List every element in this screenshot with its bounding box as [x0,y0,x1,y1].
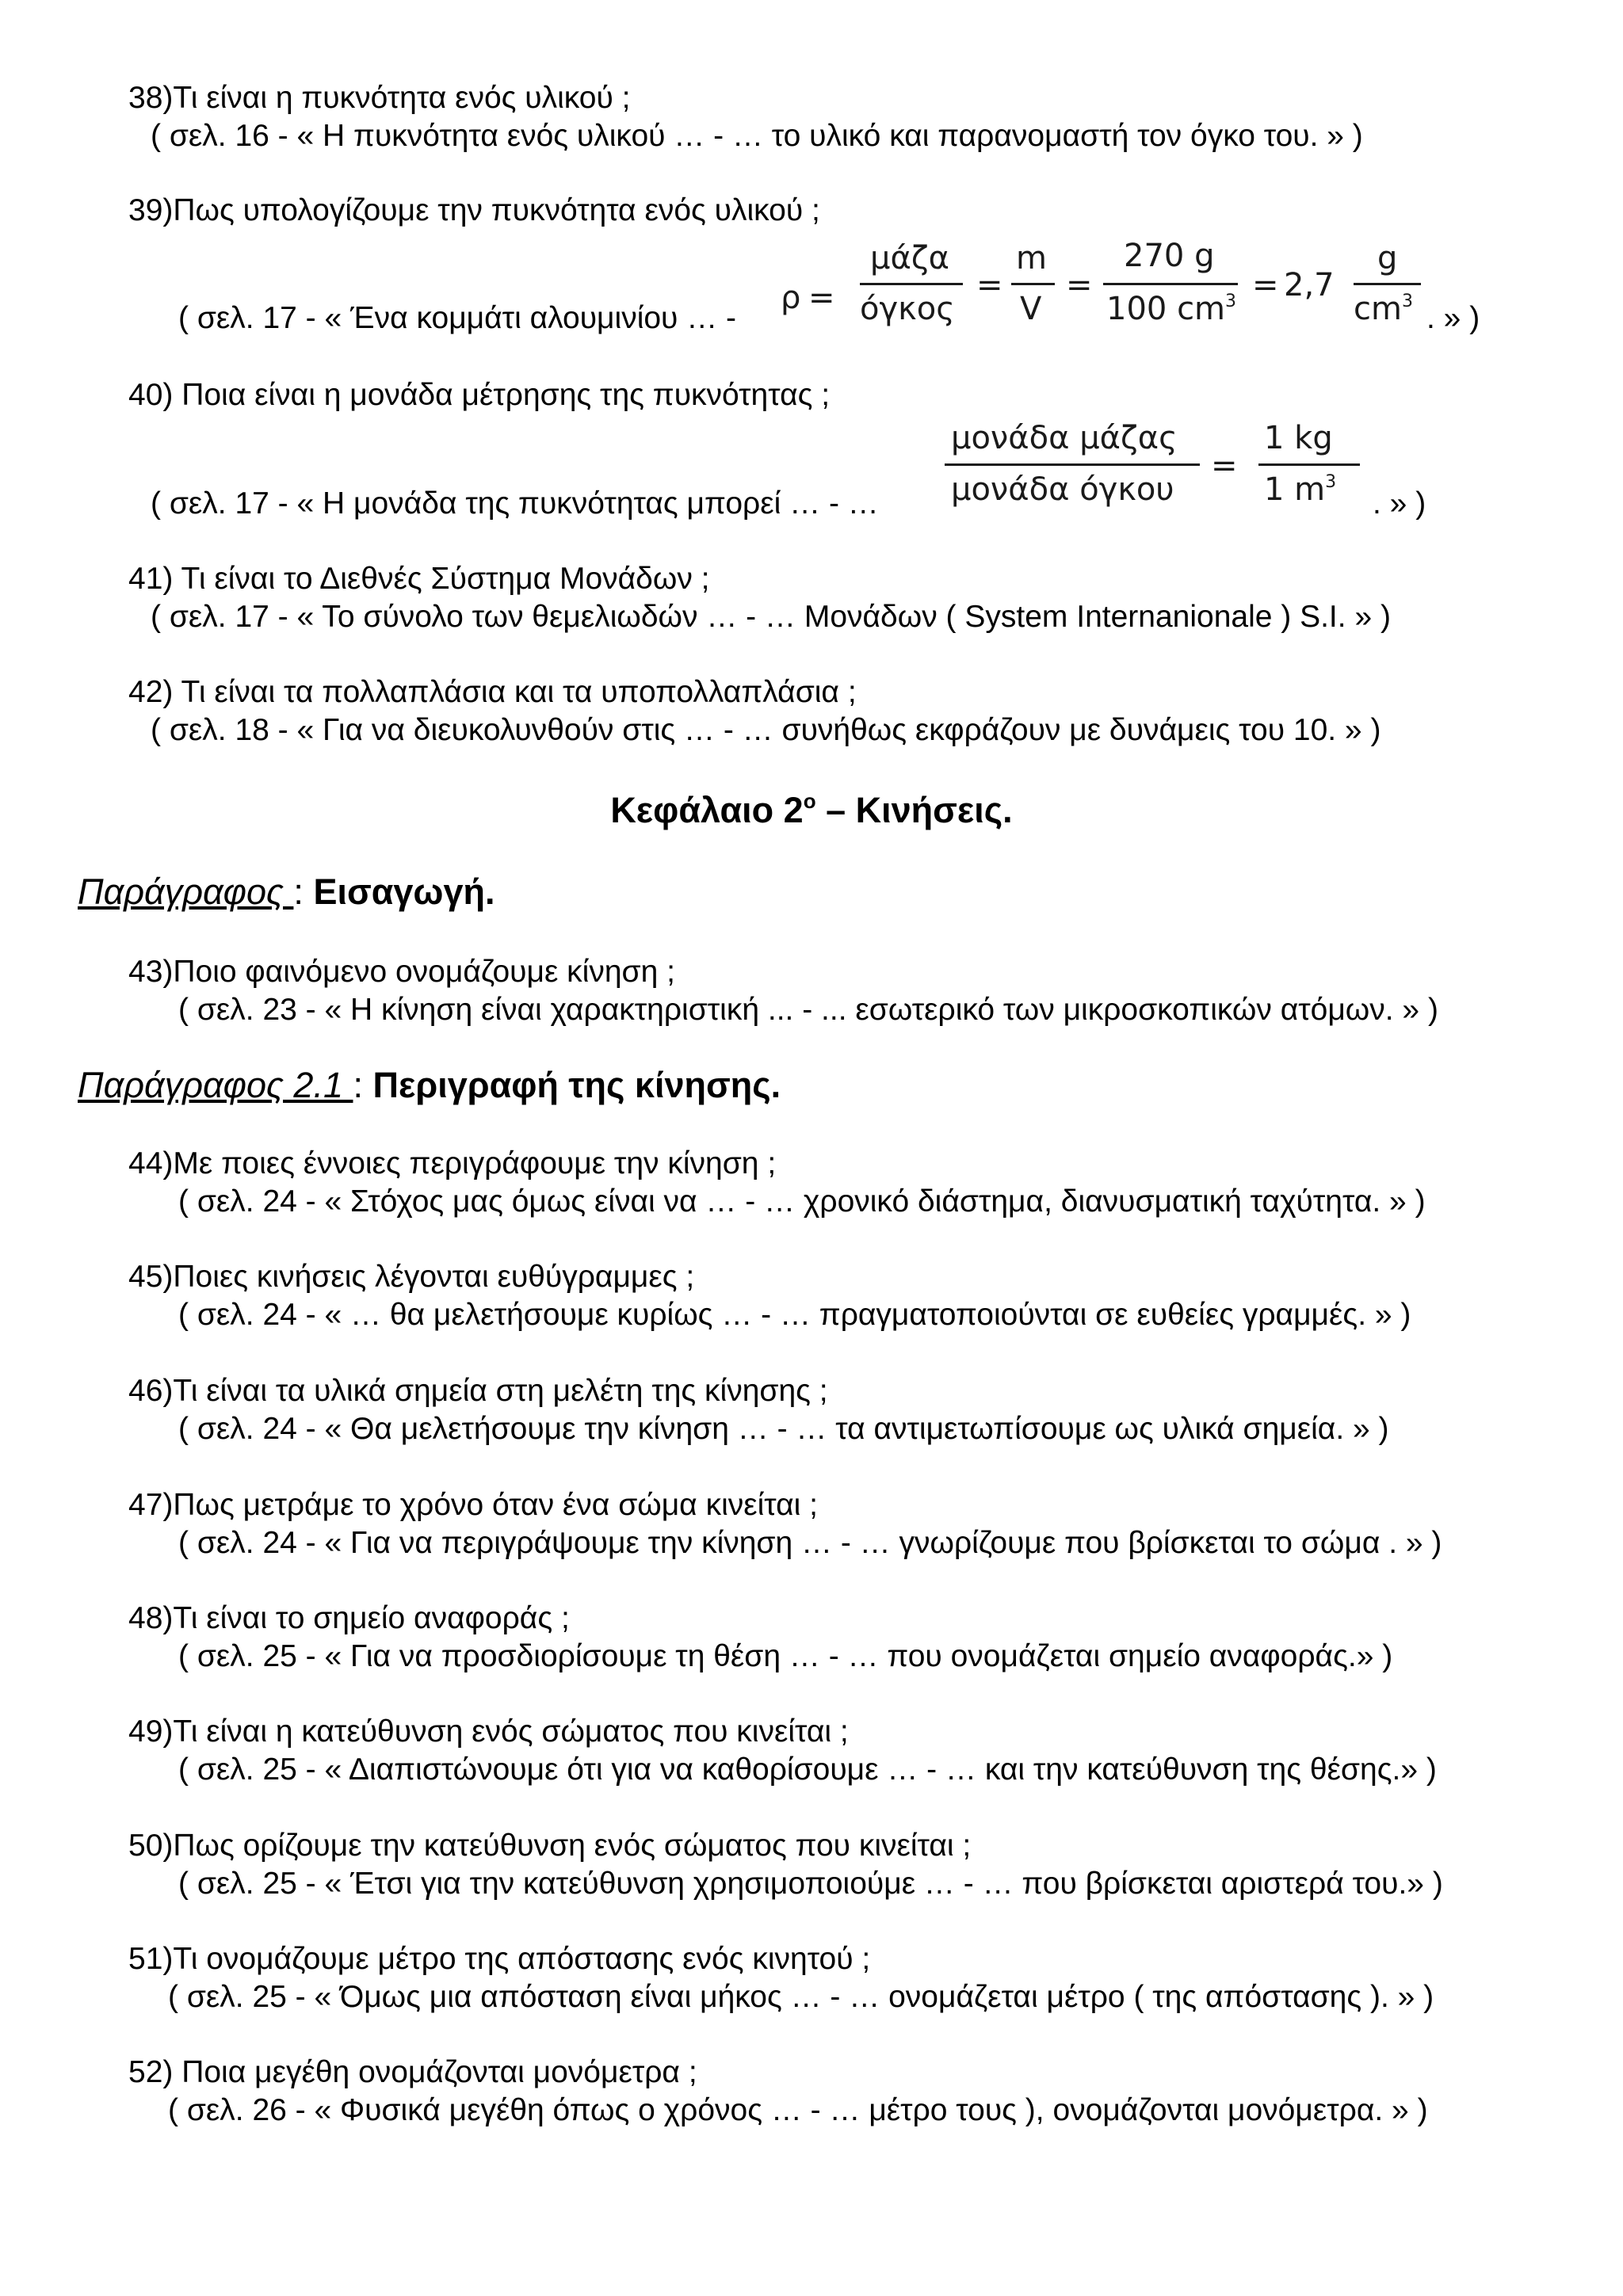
paragraph-title: Εισαγωγή. [313,871,495,912]
denominator-text: 100 cm [1106,291,1226,327]
denominator-exponent: 3 [1225,292,1237,311]
chapter-superscript: ο [803,789,816,813]
answer-48: ( σελ. 25 - « Για να προσδιορίσουμε τη θέση … - … που ονομάζεται σημείο αναφοράς.» ) [178,1639,1393,1673]
denominator-value [1106,291,1236,327]
paragraph-label: Παράγραφος 2.1 [78,1065,353,1105]
volume-word: όγκος [860,291,955,327]
question-44: 44)Με ποιες έννοιες περιγράφουμε την κίνηση ; [128,1146,777,1180]
question-51: 51)Τι ονομάζουμε μέτρο της απόστασης ενός κινητού ; [128,1942,871,1976]
question-43: 43)Ποιο φαινόμενο ονομάζουμε κίνηση ; [128,955,675,989]
volume-symbol: V [1020,291,1042,327]
question-41: 41) Τι είναι το Διεθνές Σύστημα Μονάδων ; [128,562,710,596]
answer-43: ( σελ. 23 - « Η κίνηση είναι χαρακτηριστική ... - ... εσωτερικό των μικροσκοπικών ατόμων. » ) [178,993,1438,1027]
question-48: 48)Τι είναι το σημείο αναφοράς ; [128,1601,570,1635]
question-46: 46)Τι είναι τα υλικά σημεία στη μελέτη της κίνησης ; [128,1374,828,1408]
paragraph-separator: : [293,871,314,912]
answer-52: ( σελ. 26 - « Φυσικά μεγέθη όπως ο χρόνος … - … μέτρο τους ), ονομάζονται μονόμετρα. » ) [168,2093,1428,2127]
answer-40: ( σελ. 17 - « Η μονάδα της πυκνότητας μπορεί … - … [151,486,879,521]
answer-39: ( σελ. 17 - « Ένα κομμάτι αλουμινίου … - [178,301,737,335]
kilogram-value: 1 kg [1264,420,1333,456]
equals-sign: = [1252,267,1279,303]
answer-42: ( σελ. 18 - « Για να διευκολυνθούν στις … - … συνήθως εκφράζουν με δυνάμεις του 10. » ) [151,713,1381,747]
answer-47: ( σελ. 24 - « Για να περιγράψουμε την κίνηση … - … γνωρίζουμε που βρίσκεται το σώμα . » ) [178,1526,1442,1560]
result-value: 2,7 [1284,267,1335,303]
cubic-meter-text: 1 m [1264,471,1326,508]
answer-46: ( σελ. 24 - « Θα μελετήσουμε την κίνηση … - … τα αντιμετωπίσουμε ως υλικά σημεία. » ) [178,1412,1389,1446]
equals-sign: = [1066,267,1093,303]
question-45: 45)Ποιες κινήσεις λέγονται ευθύγραμμες ; [128,1260,695,1294]
paragraph-heading-2-1 [78,1063,781,1108]
chapter-heading [0,788,1623,837]
equals-sign: = [976,267,1003,303]
paragraph-separator: : [353,1065,373,1105]
equals-sign: = [1211,448,1238,484]
answer-44: ( σελ. 24 - « Στόχος μας όμως είναι να … - … χρονικό διάστημα, διανυσματική ταχύτητα. » ) [178,1184,1426,1219]
equals-sign: = [808,280,835,316]
answer-50: ( σελ. 25 - « Έτσι για την κατεύθυνση χρησιμοποιούμε … - … που βρίσκεται αριστερά του.» ) [178,1867,1443,1901]
paragraph-title: Περιγραφή της κίνησης. [372,1065,781,1105]
fraction-bar [860,283,963,285]
cubic-meter-value [1264,471,1336,508]
question-42: 42) Τι είναι τα πολλαπλάσια και τα υποπολλαπλάσια ; [128,675,857,709]
question-40: 40) Ποια είναι η μονάδα μέτρησης της πυκνότητας ; [128,378,831,412]
unit-denominator-text: cm [1354,291,1402,327]
unit-numerator: g [1377,240,1398,277]
chapter-title: Κεφάλαιο 2 [610,790,804,830]
numerator-value: 270 g [1124,238,1215,274]
unit-denominator [1354,291,1413,327]
mass-symbol: m [1016,240,1047,277]
cubic-meter-exponent: 3 [1325,472,1337,492]
answer-41: ( σελ. 17 - « Το σύνολο των θεμελιωδών … - … Μονάδων ( System Internanionale ) S.I. » ) [151,600,1391,634]
answer-39-end: . » ) [1426,301,1480,335]
paragraph-heading-intro [78,870,495,914]
question-49: 49)Τι είναι η κατεύθυνση ενός σώματος που κινείται ; [128,1714,849,1749]
mass-unit-word: μονάδα μάζας [951,420,1178,456]
volume-unit-word: μονάδα όγκου [951,471,1174,508]
unit-denominator-exponent: 3 [1401,292,1413,311]
question-39: 39)Πως υπολογίζουμε την πυκνότητα ενός υλικού ; [128,193,820,227]
answer-49: ( σελ. 25 - « Διαπιστώνουμε ότι για να καθορίσουμε … - … και την κατεύθυνση της θέσης.» ) [178,1753,1437,1787]
question-38: 38)Τι είναι η πυκνότητα ενός υλικού ; [128,81,631,115]
answer-38: ( σελ. 16 - « Η πυκνότητα ενός υλικού … - … το υλικό και παρανομαστή τον όγκο του. » ) [151,119,1363,153]
fraction-bar [1103,283,1238,285]
answer-51: ( σελ. 25 - « Όμως μια απόσταση είναι μήκος … - … ονομάζεται μέτρο ( της απόστασης ). » ) [168,1980,1434,2014]
mass-word: μάζα [870,240,949,277]
answer-45: ( σελ. 24 - « … θα μελετήσουμε κυρίως … - … πραγματοποιούνται σε ευθείες γραμμές. » ) [178,1298,1411,1332]
question-50: 50)Πως ορίζουμε την κατεύθυνση ενός σώματος που κινείται ; [128,1829,972,1863]
chapter-title-rest: – Κινήσεις. [815,790,1013,830]
paragraph-label: Παράγραφος [78,871,294,912]
rho-symbol: ρ [781,280,801,316]
question-47: 47)Πως μετράμε το χρόνο όταν ένα σώμα κινείται ; [128,1488,819,1522]
fraction-bar [1011,283,1055,285]
question-52: 52) Ποια μεγέθη ονομάζονται μονόμετρα ; [128,2055,697,2089]
fraction-bar [945,463,1200,466]
fraction-bar [1258,463,1360,466]
fraction-bar [1354,283,1421,285]
answer-40-end: . » ) [1373,486,1426,521]
